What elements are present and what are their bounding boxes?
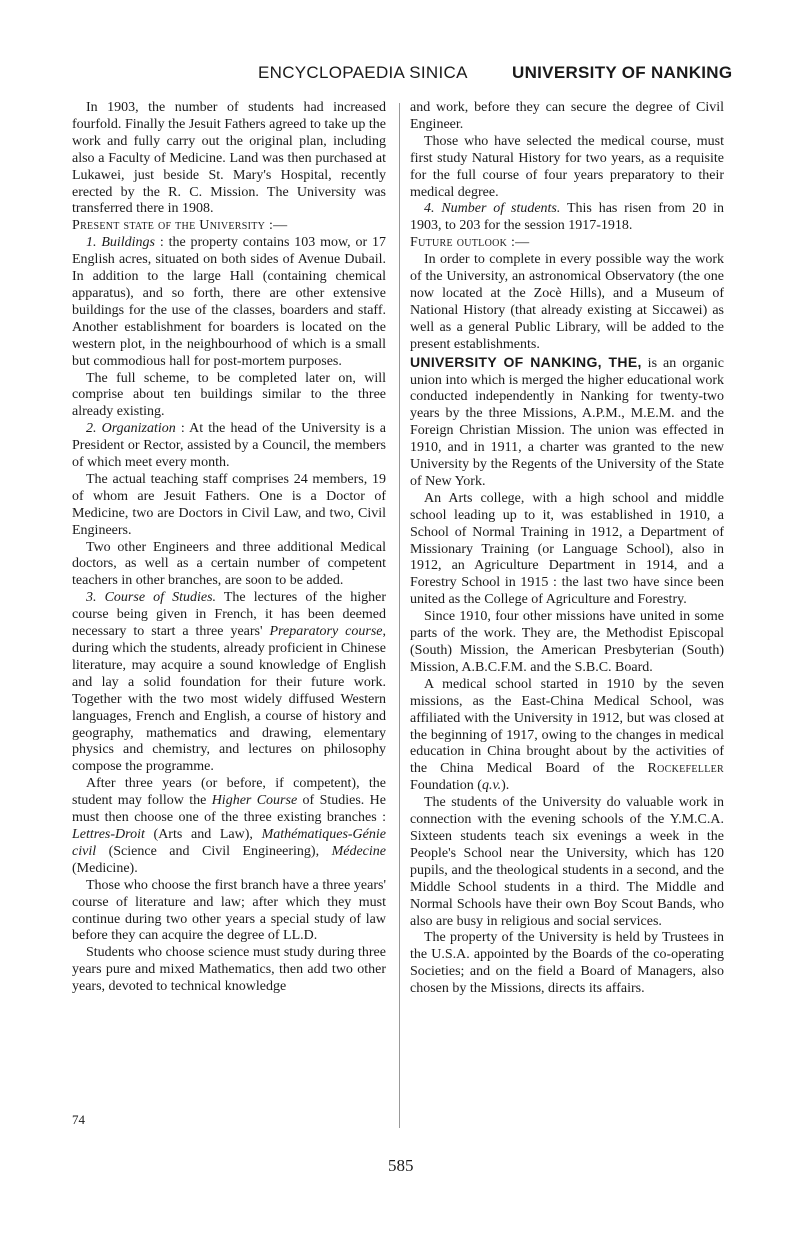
section-heading-present: Present state of the University :— [72,218,288,234]
paragraph: The students of the University do valuable work in connection with the evening schools of the Y.M.C.A. Sixteen students teach six evenings a week in the People's School near the University, which has 120 pupils, and the theological students in a second, and the Middle School students in a third. The Middle and Normal Schools have their own Boy Scout Bands, who also are busy in religious and social services. [410,795,724,929]
entry-title: UNIVERSITY OF NANKING, THE, [410,353,642,370]
left-column [72,100,386,996]
header-right: UNIVERSITY OF NANKING [512,63,733,82]
header-left: ENCYCLOPAEDIA SINICA [258,63,468,82]
folio-left: 74 [72,1112,85,1127]
paragraph: The full scheme, to be completed later on, will comprise about ten buildings similar to the three already existing. [72,370,386,420]
paragraph-medical-school: A medical school started in 1910 by the seven missions, as the East-China Medical School, was affiliated with the University in 1912, but was closed at the beginning of 1917, owing to the changes in medical education in China brought about by the activities of the China Medical Board of the Rockefeller Foundation (q.v.). [410,676,724,794]
page-number: 585 [388,1156,414,1175]
paragraph: Students who choose science must study during three years pure and mixed Mathematics, then add two other years, devoted to technical knowledge [72,945,386,995]
paragraph: The actual teaching staff comprises 24 members, 19 of whom are Jesuit Fathers. One is a Doctor of Medicine, two are Doctors in Civil Law, and two, Civil Engineers. [72,471,386,538]
paragraph: In 1903, the number of students had increased fourfold. Finally the Jesuit Fathers agreed to take up the work and fully carry out the original plan, including also a Faculty of Medicine. Land was then purchased at Lukawei, just beside St. Mary's Hospital, recently erected by the R. C. Mission. The University was transferred there in 1908. [72,100,386,217]
paragraph-higher-course: After three years (or before, if competent), the student may follow the Higher Course of Studies. He must then choose one of the three existing branches : Lettres-Droit (Arts and Law), Mathématiques-Génie civil (Science and Civil Engineering), Médecine (Medicine). [72,776,386,876]
right-column [410,100,724,998]
paragraph-course-of-studies: 3. Course of Studies. The lectures of the higher course being given in French, it has been deemed necessary to start a three years' Preparatory course, during which the students, already proficient in Chinese literature, may acquire a sound knowledge of English and lay a solid foundation for their future work. Together with the two most widely diffused Western languages, French and English, a course of history and geography, mathematics and drawing, elementary physics and chemistry, and lectures on philosophy compose the programme. [72,590,387,775]
paragraph: and work, before they can secure the degree of Civil Engineer. [410,100,724,132]
section-heading-future: Future outlook :— [410,235,530,251]
paragraph-organization: 2. Organization : At the head of the University is a President or Rector, assisted by a Council, the members of which meet every month. [72,421,387,471]
paragraph: Two other Engineers and three additional Medical doctors, as well as a certain number of competent teachers in other branches, are soon to be added. [72,539,386,589]
paragraph: Those who choose the first branch have a three years' course of literature and law; after which they must continue during two other years a special study of law before they can acquire the degree of LL.D. [72,877,386,944]
paragraph-number-of-students: 4. Number of students. This has risen from 20 in 1903, to 203 for the session 1917-1918. [410,201,724,234]
paragraph-buildings: 1. Buildings : the property contains 103 mow, or 17 English acres, situated on both sides of Avenue Dubail. In addition to the large Hall (containing chemical apparatus), and so forth, there are other extensive buildings for the use of the classes, boarders and staff. Another establishment for boarders is located on the western plot, in the neighbourhood of which is a small but commodious hall for post-mortem purposes. [72,235,386,369]
paragraph: Since 1910, four other missions have united in some parts of the work. They are, the Methodist Episcopal (South) Mission, the American Presbyterian (South) Mission, A.B.C.F.M. and the S.B.C. Board. [410,609,724,675]
entry-university-of-nanking: UNIVERSITY OF NANKING, THE, is an organic union into which is merged the higher educational work conducted independently in Nanking for twenty-two years by the three Missions, A.P.M., M.E.M. and the Foreign Christian Mission. The union was effected in 1910, and in 1911, a charter was granted to the new University by the Regents of the University of the State of New York. [410,353,724,489]
paragraph: Those who have selected the medical course, must first study Natural History for two years, as a requisite for the full course of four years preparatory to their medical degree. [410,133,724,200]
paragraph: The property of the University is held by Trustees in the U.S.A. appointed by the Boards of the co-operating Societies; and on the field a Board of Managers, also chosen by the Missions, directs its affairs. [410,930,724,997]
paragraph: An Arts college, with a high school and middle school leading up to it, was established in 1910, a School of Normal Training in 1912, a Department of Missionary Training (or Language School), also in 1912, an Agriculture Department in 1914, and a Forestry School in 1915 : the last two have since been united as the College of Agriculture and Forestry. [410,490,724,608]
paragraph: In order to complete in every possible way the work of the University, an astronomical Observatory (the one now located at the Zocè Hills), and a Museum of National History (that already existing at Siccawei) as well as a general Public Library, will be added to the present establishments. [410,252,724,352]
column-divider [399,103,400,1128]
